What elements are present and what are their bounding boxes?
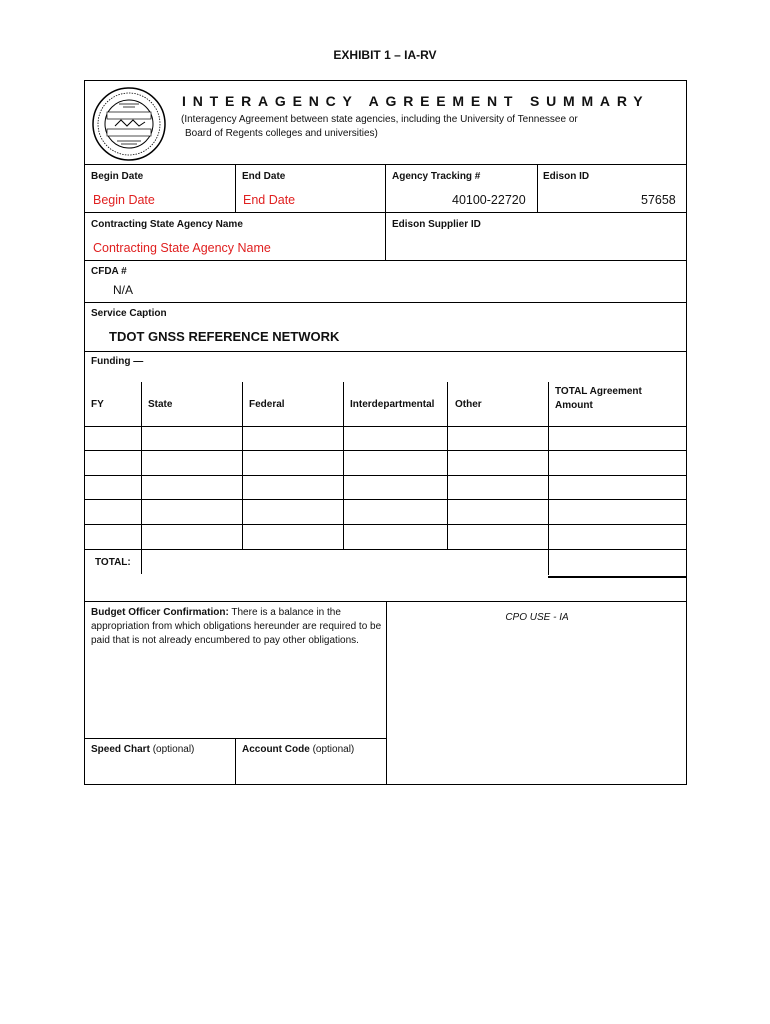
interdepartmental-header: Interdepartmental xyxy=(350,399,435,410)
form-title: INTERAGENCY AGREEMENT SUMMARY xyxy=(182,93,650,109)
end-date-field[interactable]: End Date xyxy=(243,193,296,207)
speed-chart-field[interactable] xyxy=(91,744,194,755)
divider xyxy=(85,260,686,261)
divider xyxy=(141,382,142,574)
subtitle-line-1: (Interagency Agreement between state agencies, including the University of Tennessee or xyxy=(181,114,578,125)
divider xyxy=(85,302,686,303)
total-row-label: TOTAL: xyxy=(95,557,131,568)
account-code-optional: (optional) xyxy=(312,744,355,755)
account-code-field[interactable] xyxy=(242,744,354,755)
table-row[interactable] xyxy=(85,475,686,476)
total-agreement-line-2: Amount xyxy=(555,400,593,411)
divider xyxy=(235,164,236,212)
divider xyxy=(85,351,686,352)
table-row[interactable] xyxy=(85,524,686,525)
cpo-use-label: CPO USE - IA xyxy=(505,612,569,623)
table-row[interactable] xyxy=(85,499,686,500)
divider xyxy=(537,164,538,212)
cfda-field[interactable]: N/A xyxy=(113,283,134,297)
cfda-label: CFDA # xyxy=(91,266,127,277)
fy-header: FY xyxy=(91,399,104,410)
budget-officer-text: There is a balance in the appropriation from which obligations hereunder are required to be paid that is not already encumbered to pay other obligations. xyxy=(91,607,382,646)
speed-chart-optional: (optional) xyxy=(152,744,195,755)
table-row[interactable] xyxy=(85,426,686,427)
tennessee-state-seal-icon xyxy=(91,86,167,162)
budget-officer-label: Budget Officer Confirmation: xyxy=(91,607,229,618)
table-row[interactable] xyxy=(85,450,686,451)
divider xyxy=(235,738,236,785)
divider xyxy=(548,549,549,575)
edison-id-field[interactable]: 57658 xyxy=(641,193,676,207)
other-header: Other xyxy=(455,399,482,410)
speed-chart-label: Speed Chart xyxy=(91,744,150,755)
agency-tracking-label: Agency Tracking # xyxy=(392,171,481,182)
funding-label: Funding — xyxy=(91,356,144,367)
contracting-agency-field[interactable]: Contracting State Agency Name xyxy=(93,241,271,255)
edison-id-label: Edison ID xyxy=(543,171,590,182)
edison-supplier-label: Edison Supplier ID xyxy=(392,219,481,230)
budget-officer-confirmation xyxy=(91,606,383,648)
total-double-line xyxy=(548,576,686,578)
exhibit-title: EXHIBIT 1 – IA-RV xyxy=(333,48,437,62)
service-caption-field[interactable]: TDOT GNSS REFERENCE NETWORK xyxy=(109,329,340,344)
state-header: State xyxy=(148,399,173,410)
agency-tracking-field[interactable]: 40100-22720 xyxy=(452,193,526,207)
total-agreement-header xyxy=(555,385,642,413)
account-code-label: Account Code xyxy=(242,744,310,755)
subtitle-line-2: Board of Regents colleges and universities) xyxy=(185,128,378,139)
divider xyxy=(85,212,686,213)
begin-date-label: Begin Date xyxy=(91,171,144,182)
agreement-summary-form xyxy=(84,80,687,785)
contracting-agency-label: Contracting State Agency Name xyxy=(91,219,243,230)
federal-header: Federal xyxy=(249,399,285,410)
service-caption-label: Service Caption xyxy=(91,308,167,319)
end-date-label: End Date xyxy=(242,171,286,182)
total-agreement-line-1: TOTAL Agreement xyxy=(555,386,642,397)
form-subtitle xyxy=(181,113,621,141)
divider xyxy=(386,601,387,785)
begin-date-field[interactable]: Begin Date xyxy=(93,193,155,207)
table-row[interactable] xyxy=(85,549,686,550)
